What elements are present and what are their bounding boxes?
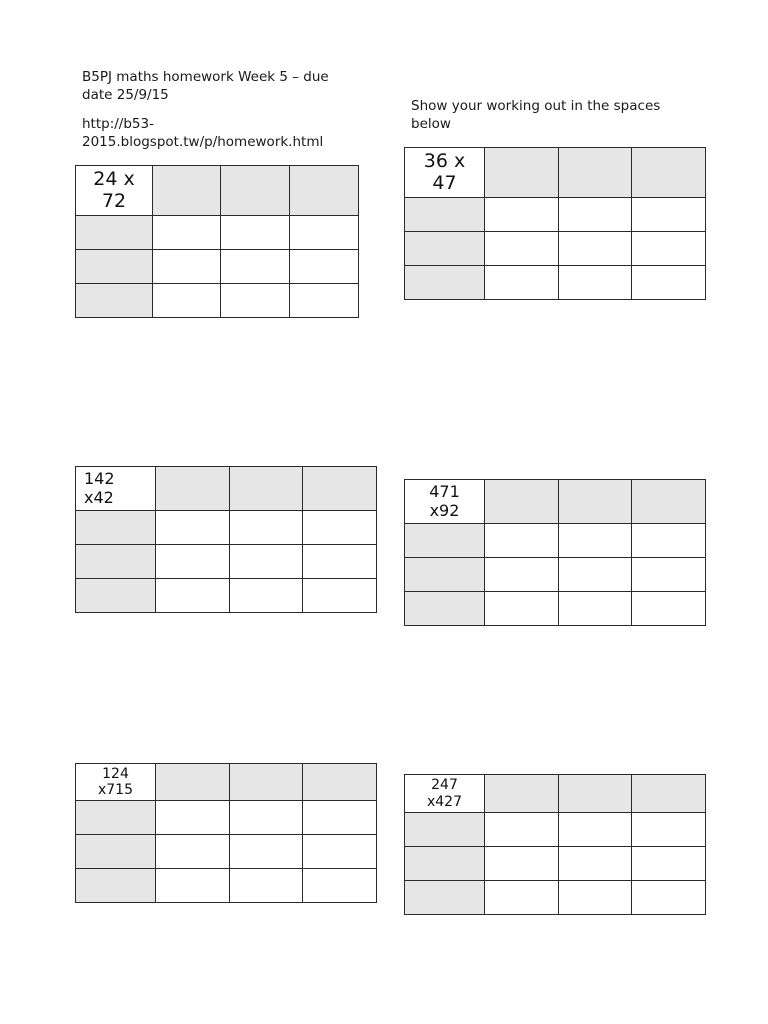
working-cell — [230, 545, 303, 579]
header-cell — [559, 775, 632, 813]
working-cell — [156, 579, 230, 613]
working-cell — [485, 592, 559, 626]
header-cell — [485, 775, 559, 813]
working-cell — [485, 881, 559, 915]
header-cell — [290, 166, 359, 216]
working-cell — [156, 511, 230, 545]
working-cell — [559, 592, 632, 626]
row-header-cell — [405, 524, 485, 558]
working-cell — [221, 250, 290, 284]
working-cell — [559, 198, 632, 232]
working-cell — [221, 216, 290, 250]
row-header-cell — [405, 266, 485, 300]
working-cell — [303, 545, 377, 579]
working-cell — [156, 835, 230, 869]
working-cell — [632, 198, 706, 232]
working-cell — [485, 813, 559, 847]
header-cell — [230, 467, 303, 511]
working-cell — [290, 284, 359, 318]
multiplication-grid-5 — [75, 763, 377, 903]
working-cell — [156, 869, 230, 903]
working-cell — [230, 579, 303, 613]
working-cell — [303, 835, 377, 869]
header-cell — [221, 166, 290, 216]
header-cell — [230, 764, 303, 801]
working-cell — [559, 266, 632, 300]
working-cell — [290, 250, 359, 284]
row-header-cell — [76, 835, 156, 869]
grid-problem-label: 24 x 72 — [76, 166, 153, 216]
row-header-cell — [405, 198, 485, 232]
header-cell — [153, 166, 221, 216]
row-header-cell — [76, 579, 156, 613]
working-cell — [156, 801, 230, 835]
working-cell — [221, 284, 290, 318]
multiplication-grid-2 — [404, 147, 706, 300]
working-cell — [632, 266, 706, 300]
working-cell — [485, 198, 559, 232]
row-header-cell — [76, 250, 153, 284]
working-cell — [303, 511, 377, 545]
working-cell — [632, 524, 706, 558]
working-cell — [303, 869, 377, 903]
header-cell — [303, 467, 377, 511]
working-cell — [559, 881, 632, 915]
working-cell — [485, 558, 559, 592]
working-cell — [485, 232, 559, 266]
working-cell — [559, 847, 632, 881]
multiplication-grid-6 — [404, 774, 706, 915]
grid-problem-label: 247 x427 — [405, 775, 485, 813]
row-header-cell — [405, 232, 485, 266]
working-cell — [485, 524, 559, 558]
working-cell — [290, 216, 359, 250]
instructions: Show your working out in the spaces below — [411, 98, 661, 132]
working-cell — [632, 813, 706, 847]
grid-problem-label: 124 x715 — [76, 764, 156, 801]
row-header-cell — [76, 216, 153, 250]
worksheet-title: B5PJ maths homework Week 5 – due date 25/9/15 — [82, 69, 329, 103]
row-header-cell — [76, 801, 156, 835]
header-cell — [632, 148, 706, 198]
header-cell — [485, 480, 559, 524]
header-cell — [559, 480, 632, 524]
multiplication-grid-3 — [75, 466, 377, 613]
working-cell — [632, 558, 706, 592]
multiplication-grid-1 — [75, 165, 359, 318]
header-cell — [156, 764, 230, 801]
working-cell — [153, 250, 221, 284]
working-cell — [230, 801, 303, 835]
multiplication-grid-4 — [404, 479, 706, 626]
working-cell — [632, 592, 706, 626]
working-cell — [230, 511, 303, 545]
grid-problem-label: 471 x92 — [405, 480, 485, 524]
row-header-cell — [405, 558, 485, 592]
working-cell — [485, 847, 559, 881]
header-cell — [303, 764, 377, 801]
homework-url: http://b53- 2015.blogspot.tw/p/homework.html — [82, 116, 324, 150]
working-cell — [230, 835, 303, 869]
working-cell — [485, 266, 559, 300]
working-cell — [559, 524, 632, 558]
working-cell — [559, 813, 632, 847]
row-header-cell — [405, 847, 485, 881]
working-cell — [303, 801, 377, 835]
working-cell — [559, 232, 632, 266]
header-cell — [632, 775, 706, 813]
header-cell — [485, 148, 559, 198]
working-cell — [632, 847, 706, 881]
working-cell — [559, 558, 632, 592]
grid-problem-label: 36 x 47 — [405, 148, 485, 198]
row-header-cell — [76, 545, 156, 579]
grid-problem-label: 142 x42 — [76, 467, 156, 511]
header-cell — [156, 467, 230, 511]
row-header-cell — [405, 813, 485, 847]
working-cell — [303, 579, 377, 613]
working-cell — [153, 284, 221, 318]
working-cell — [230, 869, 303, 903]
working-cell — [632, 232, 706, 266]
working-cell — [156, 545, 230, 579]
row-header-cell — [405, 881, 485, 915]
row-header-cell — [76, 284, 153, 318]
row-header-cell — [405, 592, 485, 626]
row-header-cell — [76, 869, 156, 903]
working-cell — [153, 216, 221, 250]
row-header-cell — [76, 511, 156, 545]
header-cell — [559, 148, 632, 198]
working-cell — [632, 881, 706, 915]
header-cell — [632, 480, 706, 524]
